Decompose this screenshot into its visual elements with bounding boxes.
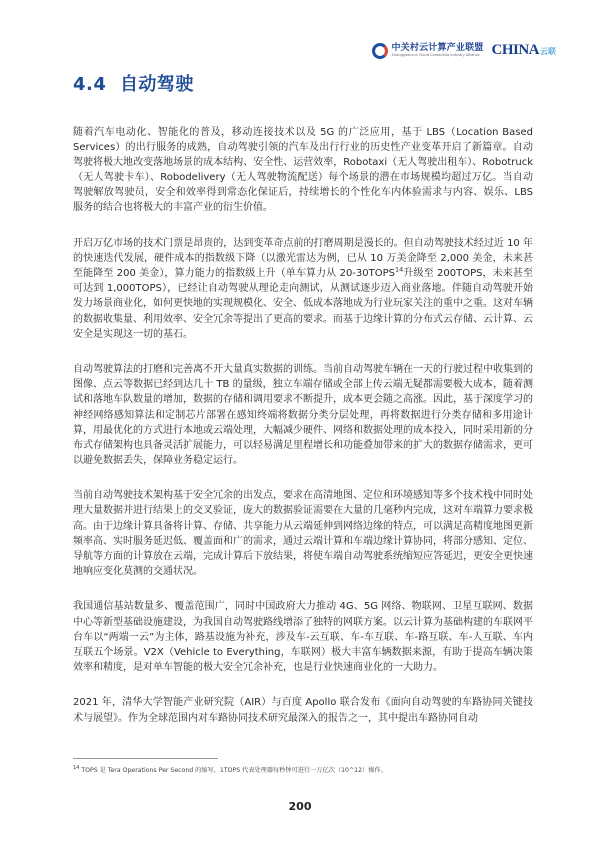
footnote-number: 14 xyxy=(73,765,80,771)
footnote-text: TOPS 是 Tera Operations Per Second 的缩写，1TOPS 代表处理器每秒钟可进行一万亿次（10^12）操作。 xyxy=(81,767,387,775)
china-cloud-logo-main: CHINA xyxy=(491,42,539,58)
paragraph-2-before-ref: 开启万亿市场的技术门票是昂贵的，达到变革奇点前的打磨周期是漫长的。但自动驾驶技术经过近 10 年的快速迭代发展，硬件成本的指数级下降（以激光雷达为例，已从 10 万美金降至 2,000 美金，未来甚至能降至 200 美金），算力能力的指数级上升（单车算力从 20-30TOPS xyxy=(73,238,533,280)
paragraph-2 xyxy=(73,236,533,342)
paragraph-3: 自动驾驶算法的打磨和完善离不开大量真实数据的训练。当前自动驾驶车辆在一天的行驶过程中收集到的图像、点云等数据已经到达几十 TB 的量级，独立车端存储或全部上传云端无疑都需要极大成本，随着测试和落地车队数量的增加，数据的存储和调用要求不断提升，成本更会随之高涨。因此，基于深度学习的神经网络感知算法和定制芯片部署在感知终端将数据分类分层处理，再将数据进行分类存储和多用途计算，用最优化的方式进行本地或云端处理，大幅减少硬件、网络和数据处理的成本投入，同时采用新的分布式存储架构也具备灵活扩展能力，可以轻易满足里程增长和功能叠加带来的扩大的数据存储需求，更可以避免数据丢失，保障业务稳定运行。 xyxy=(73,364,533,466)
body-text xyxy=(73,125,533,746)
china-cloud-logo-sub: 云联 xyxy=(540,47,556,56)
paragraph-1: 随着汽车电动化、智能化的普及，移动连接技术以及 5G 的广泛应用，基于 LBS（Location Based Services）的出行服务的成熟，自动驾驶引领的汽车及出行行业的历史性产业变革开启了新篇章。自动驾驶将极大地改变落地场景的成本结构、安全性、运营效率，Robotaxi（无人驾驶出租车）、Robotruck（无人驾驶卡车）、Robodelivery（无人驾驶物流配送）每个场景的潜在市场规模均超过万亿。当自动驾驶解放驾驶员，安全和效率得到常态化保证后，持续增长的个性化车内体验需求与内容、娱乐、LBS 服务的结合也将极大的丰富产业的衍生价值。 xyxy=(73,127,533,214)
alliance-logo-text xyxy=(391,44,483,58)
paragraph-2-after-ref: 升级至 200TOPS，未来甚至可达到 1,000TOPS），已经让自动驾驶从理论走向测试，从测试逐步迈入商业落地。伴随自动驾驶开始发力场景商业化，如何更快地的实现规模化、安全、低成本落地成为行业玩家关注的重中之重。这对车辆的数据收集量、利用效率、安全冗余等提出了更高的要求。而基于边缘计算的分布式云存储、云计算、云安全是实现这一切的基石。 xyxy=(73,268,533,340)
alliance-logo-name: 中关村云计算产业联盟 xyxy=(391,42,484,53)
page-number: 200 xyxy=(288,800,312,813)
paragraph-4: 当前自动驾驶技术架构基于安全冗余的出发点，要求在高清地图、定位和环境感知等多个技术栈中同时处理大量数据并进行结果上的交叉验证，庞大的数据验证需要在大量的几毫秒内完成，这对车端算力要求极高。由于边缘计算具备将计算、存储、共享能力从云端延伸到网络边缘的特点，可以满足高精度地图更新频率高、实时服务延迟低、覆盖面和广的需求，通过云端计算和车端边缘计算协同，将部分感知、定位、导航等方面的计算放在云端，完成计算后下放结果，将使车端自动驾驶系统缩短应答延迟，更安全更快速地响应变化莫测的交通状况。 xyxy=(73,490,533,577)
footnote xyxy=(73,764,533,775)
footnote-reference[interactable]: 14 xyxy=(395,265,404,274)
section-number: 4.4 xyxy=(73,74,107,95)
paragraph-5: 我国通信基站数量多、覆盖范围广，同时中国政府大力推动 4G、5G 网络、物联网、卫星互联网、数据中心等新型基础设施建设，为我国自动驾驶路线增添了独特的网联方案。以云计算为基础构建的车联网平台车以“两端一云”为主体，路基设施为补充，涉及车-云互联、车-车互联、车-路互联、车-人互联、车内互联五个场景。V2X（Vehicle to Everything，车联网）极大丰富车辆数据来源，有助于提高车辆决策效率和精度，是对单车智能的极大安全冗余补充，也是行业快速商业化的一大助力。 xyxy=(73,601,533,673)
paragraph-6: 2021 年，清华大学智能产业研究院（AIR）与百度 Apollo 联合发布《面向自动驾驶的车路协同关键技术与展望》。作为全球范围内对车路协同技术研究最深入的报告之一，其中提出车路协同自动 xyxy=(73,697,533,724)
section-title xyxy=(73,70,194,96)
china-cloud-logo xyxy=(491,42,556,59)
alliance-logo-icon xyxy=(372,43,388,59)
header-logos xyxy=(372,42,556,59)
alliance-logo xyxy=(372,43,483,59)
footnote-divider xyxy=(73,758,218,759)
section-title-text: 自动驾驶 xyxy=(119,74,194,95)
alliance-logo-subtitle: Zhongguancun Cloud Computing Industry Alliance xyxy=(391,52,480,57)
